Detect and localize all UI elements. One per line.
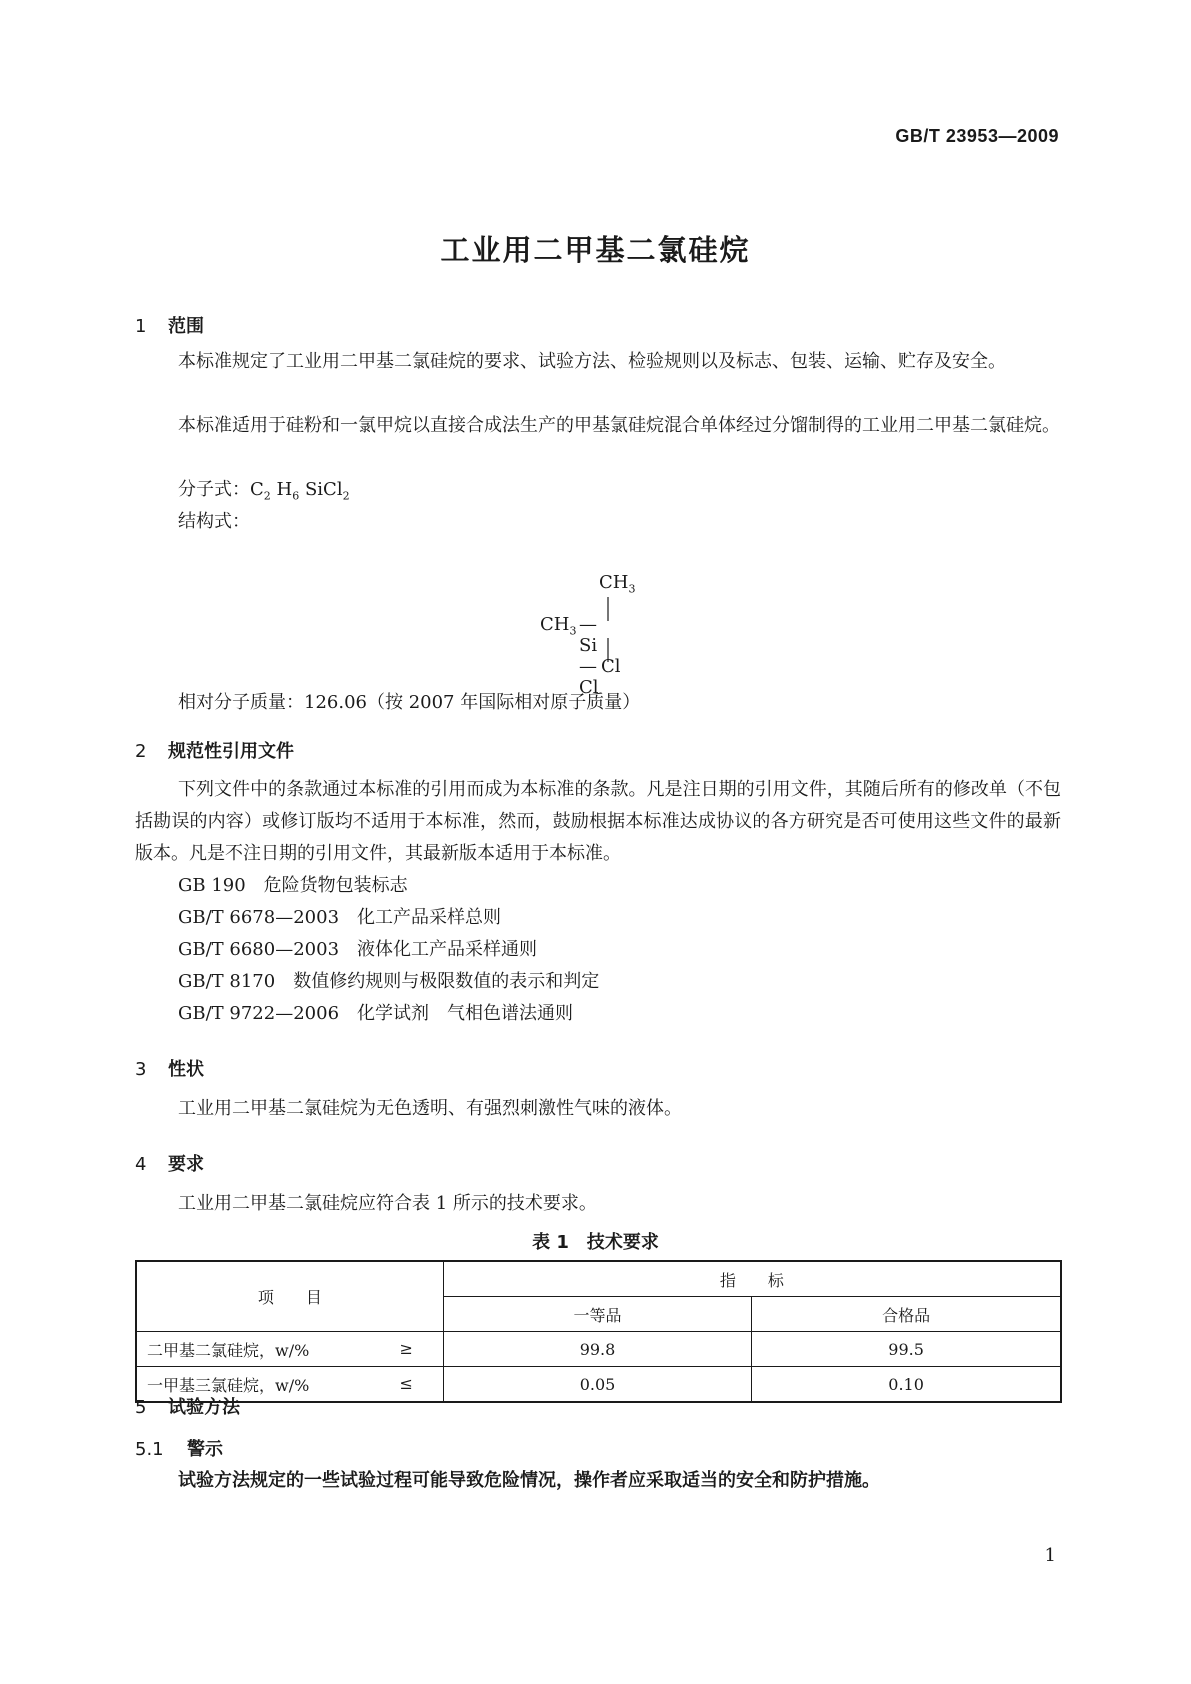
structure-left-group: $CH_3$ — [540, 614, 577, 638]
structure-bottom-group: Cl — [601, 656, 621, 677]
formula-sicl: SiCl — [304, 479, 343, 500]
formula-label: 分子式： — [178, 479, 250, 500]
standard-code: GB/T 23953—2009 — [895, 126, 1059, 146]
section-title: 试验方法 — [168, 1397, 240, 1418]
formula-cl-sub: 2 — [342, 489, 350, 503]
section-title: 范围 — [168, 316, 204, 337]
table-cell-grade2: 0.10 — [752, 1367, 1061, 1403]
section-number: 2 — [135, 741, 147, 762]
table-header-grade2: 合格品 — [752, 1297, 1061, 1332]
structure-top-group: $CH_3$ — [599, 572, 636, 596]
section-title: 性状 — [168, 1059, 204, 1080]
table-caption: 表 1 技术要求 — [532, 1232, 659, 1253]
section-4-heading — [135, 1150, 204, 1176]
reference-item: GB 190 危险货物包装标志 — [178, 875, 408, 896]
formula-c: C — [250, 479, 264, 500]
table-header-index: 指 标 — [443, 1261, 1061, 1297]
requirements-paragraph: 工业用二甲基二氯硅烷应符合表 1 所示的技术要求。 — [178, 1193, 597, 1214]
table-cell-grade2: 99.5 — [752, 1332, 1061, 1367]
references-paragraph: 下列文件中的条款通过本标准的引用而成为本标准的条款。凡是注日期的引用文件，其随后所有的修改单（不包括勘误的内容）或修订版均不适用于本标准，然而，鼓励根据本标准达成协议的各方研究是否可使用这些文件的最新版本。凡是不注日期的引用文件，其最新版本适用于本标准。 — [135, 779, 1061, 864]
section-5-heading — [135, 1393, 240, 1419]
scope-paragraph-2: 本标准适用于硅粉和一氯甲烷以直接合成法生产的甲基氯硅烷混合单体经过分馏制得的工业用二甲基二氯硅烷。 — [178, 415, 1060, 436]
structure-center: —Si—Cl — [579, 614, 599, 698]
formula-c-sub: 2 — [263, 489, 271, 503]
section-number: 1 — [135, 316, 147, 337]
section-number: 4 — [135, 1154, 147, 1175]
comparison-operator: ≥ — [399, 1339, 413, 1358]
reference-item: GB/T 9722—2006 化学试剂 气相色谱法通则 — [178, 1003, 574, 1024]
table-cell-grade1: 0.05 — [443, 1367, 751, 1403]
table-header-item: 项 目 — [136, 1261, 443, 1332]
molecular-mass: 相对分子质量：126.06（按 2007 年国际相对原子质量） — [178, 692, 641, 713]
warning-text: 试验方法规定的一些试验过程可能导致危险情况，操作者应采取适当的安全和防护措施。 — [178, 1470, 880, 1491]
requirements-table — [135, 1260, 1062, 1403]
page-number: 1 — [1044, 1545, 1056, 1566]
comparison-operator: ≤ — [399, 1374, 413, 1393]
section-3-heading — [135, 1055, 204, 1081]
table-cell-item: 一甲基三氯硅烷，w/% ≤ — [136, 1367, 443, 1403]
formula-h-sub: 6 — [292, 489, 300, 503]
document-title: 工业用二甲基二氯硅烷 — [440, 233, 751, 267]
section-5-1-heading — [135, 1435, 223, 1461]
section-number: 3 — [135, 1059, 147, 1080]
reference-item: GB/T 6680—2003 液体化工产品采样通则 — [178, 939, 538, 960]
scope-paragraph-1: 本标准规定了工业用二甲基二氯硅烷的要求、试验方法、检验规则以及标志、包装、运输、贮存及安全。 — [178, 351, 1006, 372]
properties-paragraph: 工业用二甲基二氯硅烷为无色透明、有强烈刺激性气味的液体。 — [178, 1098, 682, 1119]
section-2-heading — [135, 737, 294, 763]
table-cell-grade1: 99.8 — [443, 1332, 751, 1367]
section-title: 要求 — [168, 1154, 204, 1175]
section-title: 规范性引用文件 — [168, 741, 294, 762]
section-number: 5 — [135, 1397, 147, 1418]
reference-item: GB/T 6678—2003 化工产品采样总则 — [178, 907, 502, 928]
subsection-number: 5.1 — [135, 1439, 164, 1460]
section-1-heading — [135, 312, 204, 338]
subsection-title: 警示 — [187, 1439, 223, 1460]
structure-top-bond — [606, 597, 610, 621]
table-row — [136, 1332, 1061, 1367]
formula-h: H — [276, 479, 293, 500]
reference-item: GB/T 8170 数值修约规则与极限数值的表示和判定 — [178, 971, 600, 992]
table-cell-item: 二甲基二氯硅烷，w/% ≥ — [136, 1332, 443, 1367]
table-row — [136, 1367, 1061, 1403]
structure-label: 结构式： — [178, 511, 250, 532]
table-header-grade1: 一等品 — [443, 1297, 751, 1332]
